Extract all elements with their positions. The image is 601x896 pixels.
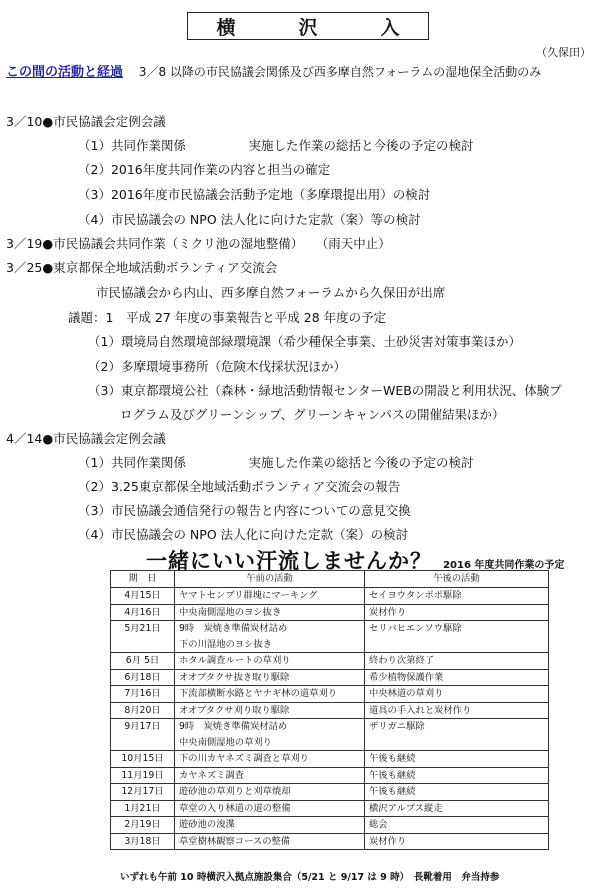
am-cell-line: 下の川カヤネズミ調査と草刈り [179,753,309,764]
activity-line: （4）市民協議会の NPO 法人化に向けた定款（案）の検討 [78,527,409,542]
date-cell [111,751,175,768]
am-cell-line: ホタル調査ルートの草刈り [179,655,291,666]
date-cell [111,686,175,703]
pm-cell-line [369,735,544,751]
pm-cell [365,719,549,751]
table-row [111,588,549,605]
pm-cell [365,800,549,817]
date-cell-line: 6月 5日 [125,655,160,666]
activity-line: （3）東京都環境公社（森林・緑地活動情報センターWEBの開設と利用状況、体験プ [88,383,562,398]
page-title: 横 沢 入 [187,12,429,40]
am-cell-line: 草堂の入り林道の道の整備 [179,802,291,814]
header-am: 午前の活動 [175,571,365,588]
table-row [111,767,549,784]
am-cell [175,588,365,605]
pm-cell [365,621,549,653]
am-cell [175,800,365,817]
section-heading [6,61,541,80]
activity-line: （3）市民協議会通信発行の報告と内容についての意見交換 [78,503,411,518]
pm-cell [365,604,549,621]
date-cell [111,702,175,719]
schedule-footnote: いずれも午前 10 時横沢入拠点施設集合（5/21 と 9/17 は 9 時） 長靴着用 弁当持参 [120,872,500,883]
am-cell-line: ヤマトセンブリ群塊にマーキング [179,590,318,601]
date-cell [111,767,175,784]
date-cell-line: 10月15日 [121,753,164,764]
table-row [111,686,549,703]
date-cell-line: 7月16日 [124,688,161,699]
am-cell-line: 9時 炭焼き準備炭材詰め [179,721,288,732]
schedule-subtitle: 2016 年度共同作業の予定 [443,560,565,571]
activity-line: 3／25●東京都保全地域活動ボランティア交流会 [6,260,278,275]
schedule-table [110,570,549,850]
activity-line: （3）2016年度市民協議会活動予定地（多摩環提出用）の検討 [78,187,431,202]
author-name: （久保田） [536,46,591,59]
activity-line: （1）共同作業関係 実施した作業の総括と今後の予定の検討 [78,455,474,470]
am-cell [175,767,365,784]
am-cell-line: 遊砂池の浚渫 [179,819,235,830]
date-cell-line: 11月19日 [121,769,164,781]
activity-line: （2）2016年度共同作業の内容と担当の確定 [78,162,331,177]
table-row [111,653,549,670]
am-cell [175,817,365,834]
pm-cell [365,669,549,686]
table-row [111,621,549,653]
pm-cell-line: 道具の手入れと炭材作り [369,704,472,716]
date-cell [111,604,175,621]
table-row [111,833,549,850]
am-cell [175,686,365,703]
date-cell [111,784,175,801]
date-cell-line: 12月17日 [121,786,164,797]
pm-cell-line: 午後も継続 [369,753,416,764]
pm-cell-line [369,637,544,653]
section-heading-text: 3／8 以降の市民協議会関係及び西多摩自然フォーラムの湿地保全活動のみ [138,65,542,79]
date-cell [111,817,175,834]
activity-line: （1）環境局自然環境部緑環境課（希少種保全事業、土砂災害対策事業ほか） [88,334,521,349]
pm-cell [365,833,549,850]
date-cell [111,669,175,686]
am-cell-line: カヤネズミ調査 [179,769,244,781]
date-cell-line: 5月21日 [124,623,161,634]
pm-cell-line: 炭材作り [369,606,407,618]
am-cell [175,833,365,850]
am-cell [175,751,365,768]
table-row [111,817,549,834]
am-cell-line: 下流部横断水路とヤナギ林の道草刈り [179,688,338,699]
pm-cell [365,817,549,834]
table-row [111,784,549,801]
activity-line: （2）多摩環境事務所（危険木伐採状況ほか） [88,359,346,374]
pm-cell-line: ザリガニ駆除 [369,721,425,732]
pm-cell-line: セリバヒエンソウ駆除 [369,623,462,634]
table-row [111,669,549,686]
pm-cell [365,784,549,801]
date-cell [111,653,175,670]
activity-line: （4）市民協議会の NPO 法人化に向けた定款（案）等の検討 [78,212,421,227]
date-cell [111,719,175,751]
date-cell-line [115,637,170,653]
pm-cell-line: 炭材作り [369,835,407,847]
activity-line: 4／14●市民協議会定例会議 [6,431,166,446]
date-cell-line: 1月21日 [124,802,161,814]
table-row [111,800,549,817]
date-cell-line [115,735,170,751]
date-cell-line: 6月18日 [124,671,161,683]
table-row [111,719,549,751]
activity-line: 3／19●市民協議会共同作業（ミクリ池の湿地整備） （雨天中止） [6,236,391,251]
date-cell-line: 2月19日 [124,819,161,830]
am-cell-line: 9時 炭焼き準備炭材詰め [179,623,288,634]
date-cell [111,833,175,850]
pm-cell [365,767,549,784]
table-row [111,702,549,719]
pm-cell [365,702,549,719]
date-cell-line: 3月18日 [124,835,161,847]
date-cell-line: 4月15日 [124,590,161,601]
am-cell-line: オオブタクサ刈り取り駆除 [179,704,290,716]
am-cell-line: 下の川湿地のヨシ抜き [179,638,272,650]
activity-line: 市民協議会から内山、西多摩自然フォーラムから久保田が出席 [96,285,446,300]
activity-line: 議題：1 平成 27 年度の事業報告と平成 28 年度の予定 [68,310,387,325]
date-cell [111,588,175,605]
activity-line: 3／10●市民協議会定例会議 [6,114,166,129]
schedule-header-row [111,571,549,588]
pm-cell-line: 希少植物保護作業 [369,671,444,683]
activity-line: （2）3.25東京都保全地域活動ボランティア交流会の報告 [78,479,401,494]
date-cell [111,621,175,653]
am-cell-line: オオブタクサ抜き取り駆除 [179,671,290,683]
am-cell [175,702,365,719]
am-cell-line: 遊砂池の草刈りと刈草焼却 [179,786,291,797]
pm-cell [365,751,549,768]
pm-cell-line: 午後も継続 [369,786,416,797]
header-date: 期 日 [111,571,175,588]
date-cell-line: 4月16日 [124,606,161,618]
section-heading-label: この間の活動と経過 [6,65,124,80]
am-cell-line: 草堂樹林観察コースの整備 [179,835,291,847]
pm-cell [365,686,549,703]
pm-cell [365,588,549,605]
pm-cell-line: 終わり次第終了 [369,655,435,666]
header-pm: 午後の活動 [365,571,549,588]
date-cell [111,800,175,817]
am-cell-line: 中央南側湿地のヨシ抜き [179,606,282,618]
schedule-title: 一緒にいい汗流しませんか？ [146,548,432,573]
date-cell-line: 8月20日 [124,704,161,716]
pm-cell [365,653,549,670]
am-cell [175,621,365,653]
am-cell [175,784,365,801]
pm-cell-line: 横沢アルプス縦走 [369,802,443,814]
am-cell [175,653,365,670]
pm-cell-line: 総会 [369,819,388,830]
pm-cell-line: 午後も継続 [369,769,416,781]
am-cell [175,604,365,621]
table-row [111,604,549,621]
activity-line: （1）共同作業関係 実施した作業の総括と今後の予定の検討 [78,138,474,153]
am-cell [175,669,365,686]
table-row [111,751,549,768]
pm-cell-line: セイヨウタンポポ駆除 [369,590,462,601]
pm-cell-line: 中央林道の草刈り [369,688,444,699]
am-cell [175,719,365,751]
activity-line: ログラム及びグリーンシップ、グリーンキャンパスの開催結果ほか） [120,407,505,422]
date-cell-line: 9月17日 [124,721,161,732]
am-cell-line: 中央南側湿地の草刈り [179,736,272,748]
